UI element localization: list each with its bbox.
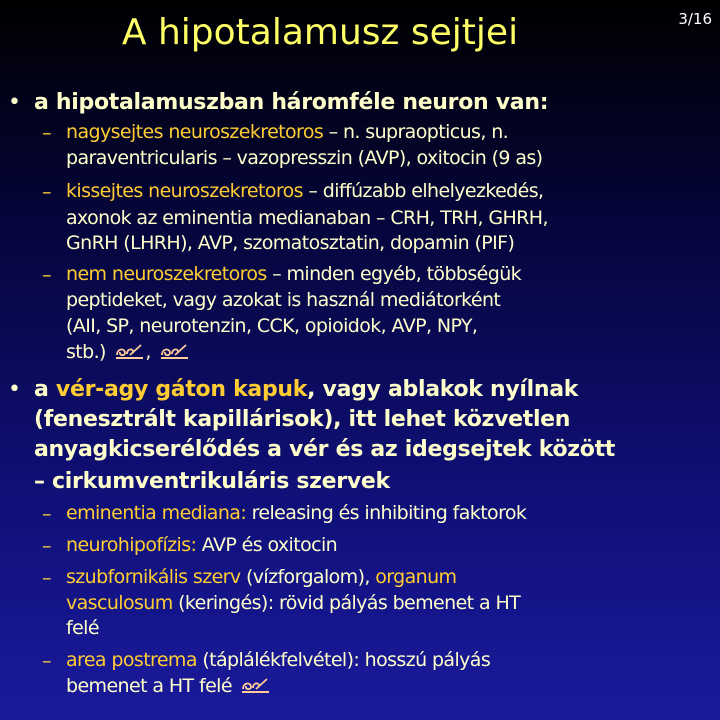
hyperlink-glasses-icon[interactable] — [160, 342, 190, 360]
text-segment: paraventricularis – vazopresszin (AVP), oxitocin (9 as) — [66, 147, 543, 169]
highlighted-term: vér-agy gáton kapuk — [55, 377, 308, 402]
text-segment: bemenet a HT felé — [66, 675, 238, 697]
highlighted-term: nem neuroszekretoros — [66, 263, 267, 285]
highlighted-term: nagysejtes neuroszekretoros — [66, 121, 324, 143]
bullet-text-line — [34, 469, 390, 494]
bullet-text-line — [34, 90, 548, 115]
sub-bullet-text-line — [66, 649, 490, 671]
hyperlink-glasses-icon[interactable] — [241, 676, 271, 694]
sub-bullet-text-line — [66, 180, 543, 202]
dash-marker: – — [42, 264, 52, 286]
bullet-text-line — [34, 437, 615, 462]
text-segment: AVP és oxitocin — [196, 534, 338, 556]
sub-bullet-text-line — [66, 675, 271, 697]
dash-marker: – — [42, 503, 52, 525]
sub-bullet-text-line — [66, 534, 337, 556]
text-segment: – minden egyéb, többségük — [266, 263, 522, 285]
text-segment: felé — [66, 617, 99, 639]
sub-bullet-text-line — [66, 263, 521, 285]
sub-bullet-text-line — [66, 315, 477, 337]
page-number: 3/16 — [678, 10, 712, 28]
dash-marker: – — [42, 181, 52, 203]
bullet-text-line — [34, 377, 578, 402]
text-segment: stb.) — [66, 341, 112, 363]
sub-bullet-text-line — [66, 121, 508, 143]
text-segment: releasing és inhibiting faktorok — [246, 502, 527, 524]
bullet-text-line — [34, 407, 570, 432]
sub-bullet-text-line — [66, 592, 520, 614]
hyperlink-glasses-icon[interactable] — [115, 342, 145, 360]
highlighted-term: kissejtes neuroszekretoros — [66, 180, 303, 202]
bullet-marker: • — [8, 377, 21, 402]
sub-bullet-text-line — [66, 147, 543, 169]
sub-bullet-text-line — [66, 232, 514, 254]
highlighted-term: area postrema — [66, 649, 197, 671]
text-segment: a hipotalamuszban háromféle neuron van: — [34, 90, 549, 115]
text-segment: axonok az eminentia medianaban – CRH, TRH, GHRH, — [66, 207, 548, 229]
bullet-marker: • — [8, 90, 21, 115]
text-segment: – n. supraopticus, n. — [323, 121, 509, 143]
text-segment: – diffúzabb elhelyezkedés, — [302, 180, 544, 202]
text-segment: (vízforgalom), — [240, 566, 376, 588]
text-segment: (AII, SP, neurotenzin, CCK, opioidok, AVP, NPY, — [66, 315, 478, 337]
text-segment: – cirkumventrikuláris szervek — [34, 469, 390, 494]
text-segment: , vagy ablakok nyílnak — [307, 377, 579, 402]
text-segment: (keringés): rövid pályás bemenet a HT — [172, 592, 521, 614]
text-segment: anyagkicserélődés a vér és az idegsejtek között — [34, 437, 616, 462]
sub-bullet-text-line — [66, 617, 99, 639]
sub-bullet-text-line — [66, 502, 526, 524]
highlighted-term: szubfornikális szerv — [66, 566, 241, 588]
text-segment: GnRH (LHRH), AVP, szomatosztatin, dopamin (PIF) — [66, 232, 515, 254]
highlighted-term: neurohipofízis: — [66, 534, 197, 556]
dash-marker: – — [42, 650, 52, 672]
text-segment: , — [145, 341, 157, 363]
sub-bullet-text-line — [66, 341, 190, 363]
dash-marker: – — [42, 567, 52, 589]
dash-marker: – — [42, 535, 52, 557]
sub-bullet-text-line — [66, 207, 548, 229]
text-segment: peptideket, vagy azokat is használ mediátorként — [66, 289, 501, 311]
sub-bullet-text-line — [66, 289, 500, 311]
highlighted-term: vasculosum — [66, 592, 173, 614]
text-segment: a — [34, 377, 56, 402]
text-segment: (táplálékfelvétel): hosszú pályás — [196, 649, 491, 671]
dash-marker: – — [42, 122, 52, 144]
sub-bullet-text-line — [66, 566, 456, 588]
highlighted-term: organum — [375, 566, 457, 588]
highlighted-term: eminentia mediana: — [66, 502, 247, 524]
text-segment: (fenesztrált kapillárisok), itt lehet közvetlen — [34, 407, 571, 432]
slide-title: A hipotalamusz sejtjei — [121, 12, 519, 53]
